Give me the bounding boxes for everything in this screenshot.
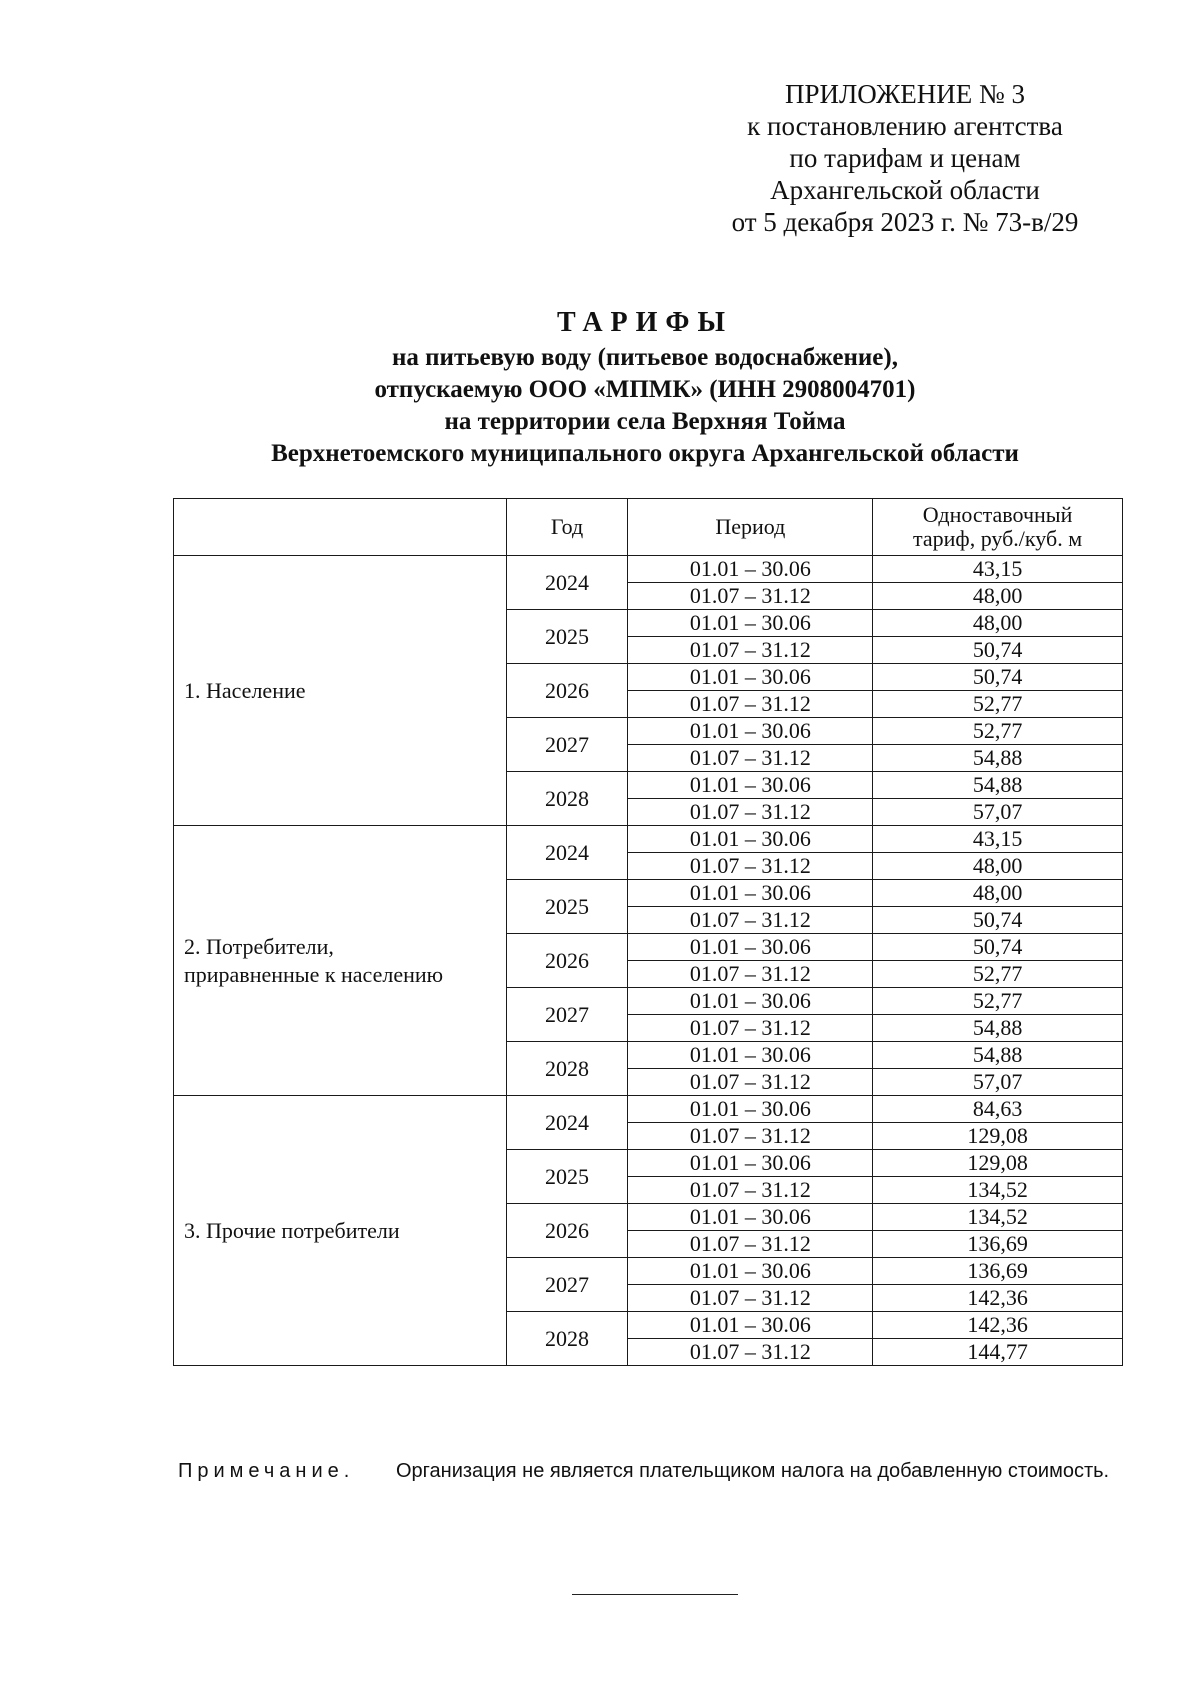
- period-cell: 01.01 – 30.06: [628, 934, 873, 961]
- period-cell: 01.01 – 30.06: [628, 1096, 873, 1123]
- consumer-category-line: приравненные к населению: [184, 961, 444, 987]
- table-row: [174, 1096, 1123, 1123]
- year-cell: 2028: [506, 1312, 628, 1366]
- year-cell: 2025: [506, 880, 628, 934]
- period-cell: 01.07 – 31.12: [628, 1123, 873, 1150]
- table-row: [174, 556, 1123, 583]
- period-cell: 01.01 – 30.06: [628, 556, 873, 583]
- tariff-cell: 144,77: [873, 1339, 1123, 1366]
- appendix-line: по тарифам и ценам: [789, 143, 1021, 173]
- period-cell: 01.07 – 31.12: [628, 691, 873, 718]
- tariff-cell: 134,52: [873, 1177, 1123, 1204]
- header-tariff-line: тариф, руб./куб. м: [913, 526, 1083, 551]
- tariff-cell: 142,36: [873, 1285, 1123, 1312]
- header-year: Год: [506, 499, 628, 556]
- tariff-cell: 50,74: [873, 637, 1123, 664]
- period-cell: 01.01 – 30.06: [628, 718, 873, 745]
- period-cell: 01.07 – 31.12: [628, 1177, 873, 1204]
- tariff-cell: 54,88: [873, 745, 1123, 772]
- period-cell: 01.07 – 31.12: [628, 961, 873, 988]
- period-cell: 01.07 – 31.12: [628, 1015, 873, 1042]
- end-rule: [572, 1594, 738, 1595]
- consumer-category: [174, 826, 507, 1096]
- tariff-cell: 136,69: [873, 1258, 1123, 1285]
- document-title: [150, 306, 1140, 470]
- table-body: [174, 556, 1123, 1366]
- tariff-cell: 129,08: [873, 1123, 1123, 1150]
- appendix-number: ПРИЛОЖЕНИЕ № 3: [784, 79, 1026, 109]
- period-cell: 01.01 – 30.06: [628, 772, 873, 799]
- title-main: ТАРИФЫ: [557, 307, 733, 338]
- year-cell: 2024: [506, 556, 628, 610]
- table-header-row: [174, 499, 1123, 556]
- tariff-cell: 57,07: [873, 799, 1123, 826]
- tariff-cell: 136,69: [873, 1231, 1123, 1258]
- header-tariff-line: Одноставочный: [922, 502, 1073, 527]
- title-line: отпускаемую ООО «МПМК» (ИНН 2908004701): [374, 376, 916, 403]
- consumer-category-line: 3. Прочие потребители: [184, 1217, 400, 1243]
- year-cell: 2027: [506, 718, 628, 772]
- period-cell: 01.01 – 30.06: [628, 664, 873, 691]
- period-cell: 01.01 – 30.06: [628, 610, 873, 637]
- year-cell: 2027: [506, 1258, 628, 1312]
- year-cell: 2028: [506, 1042, 628, 1096]
- period-cell: 01.07 – 31.12: [628, 1231, 873, 1258]
- period-cell: 01.07 – 31.12: [628, 907, 873, 934]
- note-label: Примечание.: [178, 1460, 355, 1482]
- period-cell: 01.07 – 31.12: [628, 1285, 873, 1312]
- year-cell: 2024: [506, 826, 628, 880]
- title-line: на территории села Верхняя Тойма: [444, 408, 846, 435]
- appendix-line: к постановлению агентства: [747, 111, 1063, 141]
- consumer-category-line: 1. Население: [184, 677, 306, 703]
- period-cell: 01.01 – 30.06: [628, 988, 873, 1015]
- tariff-cell: 48,00: [873, 583, 1123, 610]
- appendix-date-number: от 5 декабря 2023 г. № 73-в/29: [731, 207, 1079, 237]
- tariff-cell: 48,00: [873, 853, 1123, 880]
- period-cell: 01.01 – 30.06: [628, 1150, 873, 1177]
- table-row: [174, 826, 1123, 853]
- note-text: Организация не является плательщиком налога на добавленную стоимость.: [396, 1460, 1110, 1482]
- consumer-category: [174, 1096, 507, 1366]
- consumer-category-line: 2. Потребители,: [184, 933, 334, 959]
- tariff-cell: 52,77: [873, 961, 1123, 988]
- period-cell: 01.07 – 31.12: [628, 1339, 873, 1366]
- tariff-cell: 57,07: [873, 1069, 1123, 1096]
- year-cell: 2025: [506, 610, 628, 664]
- tariff-table: [173, 498, 1123, 1366]
- year-cell: 2024: [506, 1096, 628, 1150]
- consumer-category: [174, 556, 507, 826]
- period-cell: 01.01 – 30.06: [628, 1258, 873, 1285]
- period-cell: 01.01 – 30.06: [628, 880, 873, 907]
- tariff-cell: 50,74: [873, 907, 1123, 934]
- tariff-cell: 142,36: [873, 1312, 1123, 1339]
- tariff-cell: 43,15: [873, 826, 1123, 853]
- period-cell: 01.01 – 30.06: [628, 1204, 873, 1231]
- period-cell: 01.07 – 31.12: [628, 853, 873, 880]
- tariff-cell: 48,00: [873, 880, 1123, 907]
- year-cell: 2027: [506, 988, 628, 1042]
- tariff-cell: 54,88: [873, 1042, 1123, 1069]
- title-line: Верхнетоемского муниципального округа Архангельской области: [271, 440, 1019, 467]
- tariff-cell: 50,74: [873, 664, 1123, 691]
- tariff-cell: 84,63: [873, 1096, 1123, 1123]
- tariff-cell: 50,74: [873, 934, 1123, 961]
- period-cell: 01.01 – 30.06: [628, 826, 873, 853]
- tariff-cell: 134,52: [873, 1204, 1123, 1231]
- tariff-cell: 129,08: [873, 1150, 1123, 1177]
- year-cell: 2026: [506, 664, 628, 718]
- period-cell: 01.07 – 31.12: [628, 745, 873, 772]
- period-cell: 01.07 – 31.12: [628, 799, 873, 826]
- tariff-cell: 52,77: [873, 718, 1123, 745]
- period-cell: 01.07 – 31.12: [628, 637, 873, 664]
- tariff-cell: 52,77: [873, 988, 1123, 1015]
- period-cell: 01.01 – 30.06: [628, 1042, 873, 1069]
- appendix-line: Архангельской области: [770, 175, 1040, 205]
- appendix-header: [690, 78, 1120, 238]
- header-period: Период: [628, 499, 873, 556]
- year-cell: 2028: [506, 772, 628, 826]
- tariff-cell: 54,88: [873, 1015, 1123, 1042]
- period-cell: 01.01 – 30.06: [628, 1312, 873, 1339]
- year-cell: 2026: [506, 1204, 628, 1258]
- year-cell: 2025: [506, 1150, 628, 1204]
- footnote: [178, 1456, 1123, 1486]
- tariff-cell: 52,77: [873, 691, 1123, 718]
- title-line: на питьевую воду (питьевое водоснабжение),: [392, 344, 898, 371]
- header-tariff: [873, 499, 1123, 556]
- header-category: [174, 499, 507, 556]
- tariff-cell: 54,88: [873, 772, 1123, 799]
- year-cell: 2026: [506, 934, 628, 988]
- period-cell: 01.07 – 31.12: [628, 1069, 873, 1096]
- tariff-cell: 43,15: [873, 556, 1123, 583]
- period-cell: 01.07 – 31.12: [628, 583, 873, 610]
- tariff-cell: 48,00: [873, 610, 1123, 637]
